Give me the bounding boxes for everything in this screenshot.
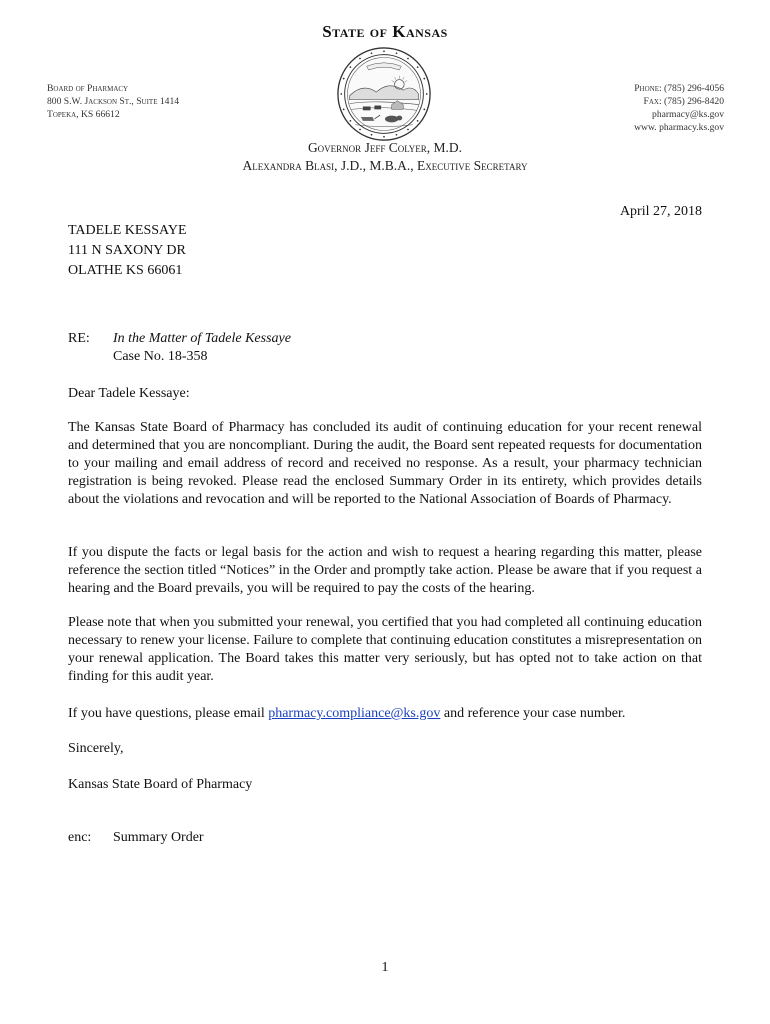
executive-secretary-line: Alexandra Blasi, J.D., M.B.A., Executive Secretary (242, 158, 528, 173)
enclosure-value: Summary Order (113, 830, 204, 845)
enclosure-label: enc: (68, 830, 92, 845)
board-street: 800 S.W. Jackson St., Suite 1414 (47, 96, 180, 107)
paragraph-questions (68, 705, 702, 723)
re-case-number: Case No. 18-358 (113, 349, 208, 364)
governor-line: Governor Jeff Colyer, M.D. (307, 140, 463, 155)
officials-block (0, 139, 770, 175)
questions-text-after: and reference your case number. (440, 706, 626, 721)
board-name: Board of Pharmacy (47, 83, 129, 94)
contact-website[interactable]: www. pharmacy.ks.gov (634, 122, 724, 133)
board-city: Topeka, KS 66612 (47, 109, 120, 120)
contact-block (634, 82, 724, 134)
fax-number: Fax: (785) 296-8420 (643, 96, 724, 107)
paragraph-certification: Please note that when you submitted your renewal, you certified that you had completed all continuing education necessary to renew your license. Failure to complete that continuing education constitutes a misrepresentation on your renewal application. The Board takes this matter very seriously, but has opted not to take action on that finding for this audit year. (68, 615, 702, 684)
kansas-state-seal-icon (336, 46, 432, 142)
page-number: 1 (381, 960, 389, 975)
recipient-address (68, 222, 187, 282)
recipient-street: 111 N SAXONY DR (68, 243, 186, 258)
recipient-name: TADELE KESSAYE (68, 223, 187, 238)
compliance-email-link[interactable]: pharmacy.compliance@ks.gov (268, 706, 441, 721)
paragraph-hearing: If you dispute the facts or legal basis for the action and wish to request a hearing regarding this matter, please reference the section titled “Notices” in the Order and promptly take action. Please be aware that if you request a hearing and the Board prevails, you will be required to pay the costs of the hearing. (68, 545, 702, 596)
contact-email[interactable]: pharmacy@ks.gov (652, 109, 724, 120)
questions-text-before: If you have questions, please email (68, 706, 269, 721)
state-title: State of Kansas (322, 22, 448, 41)
letter-date: April 27, 2018 (619, 204, 702, 219)
paragraph-audit-result: The Kansas State Board of Pharmacy has concluded its audit of continuing education for your recent renewal and determined that you are noncompliant. During the audit, the Board sent repeated requests for documentation to your mailing and email address of record and received no response. As a result, your pharmacy technician registration is being revoked. Please read the enclosed Summary Order in its entirety, which provides details about the violations and revocation and will be reported to the National Association of Boards of Pharmacy. (68, 420, 702, 507)
closing: Sincerely, (68, 741, 124, 756)
recipient-city: OLATHE KS 66061 (68, 263, 183, 278)
board-address-block (47, 82, 179, 121)
signer: Kansas State Board of Pharmacy (68, 777, 253, 792)
re-matter: In the Matter of Tadele Kessaye (113, 331, 291, 346)
salutation: Dear Tadele Kessaye: (68, 386, 190, 401)
re-label: RE: (68, 331, 90, 346)
phone-number: Phone: (785) 296-4056 (634, 83, 724, 94)
